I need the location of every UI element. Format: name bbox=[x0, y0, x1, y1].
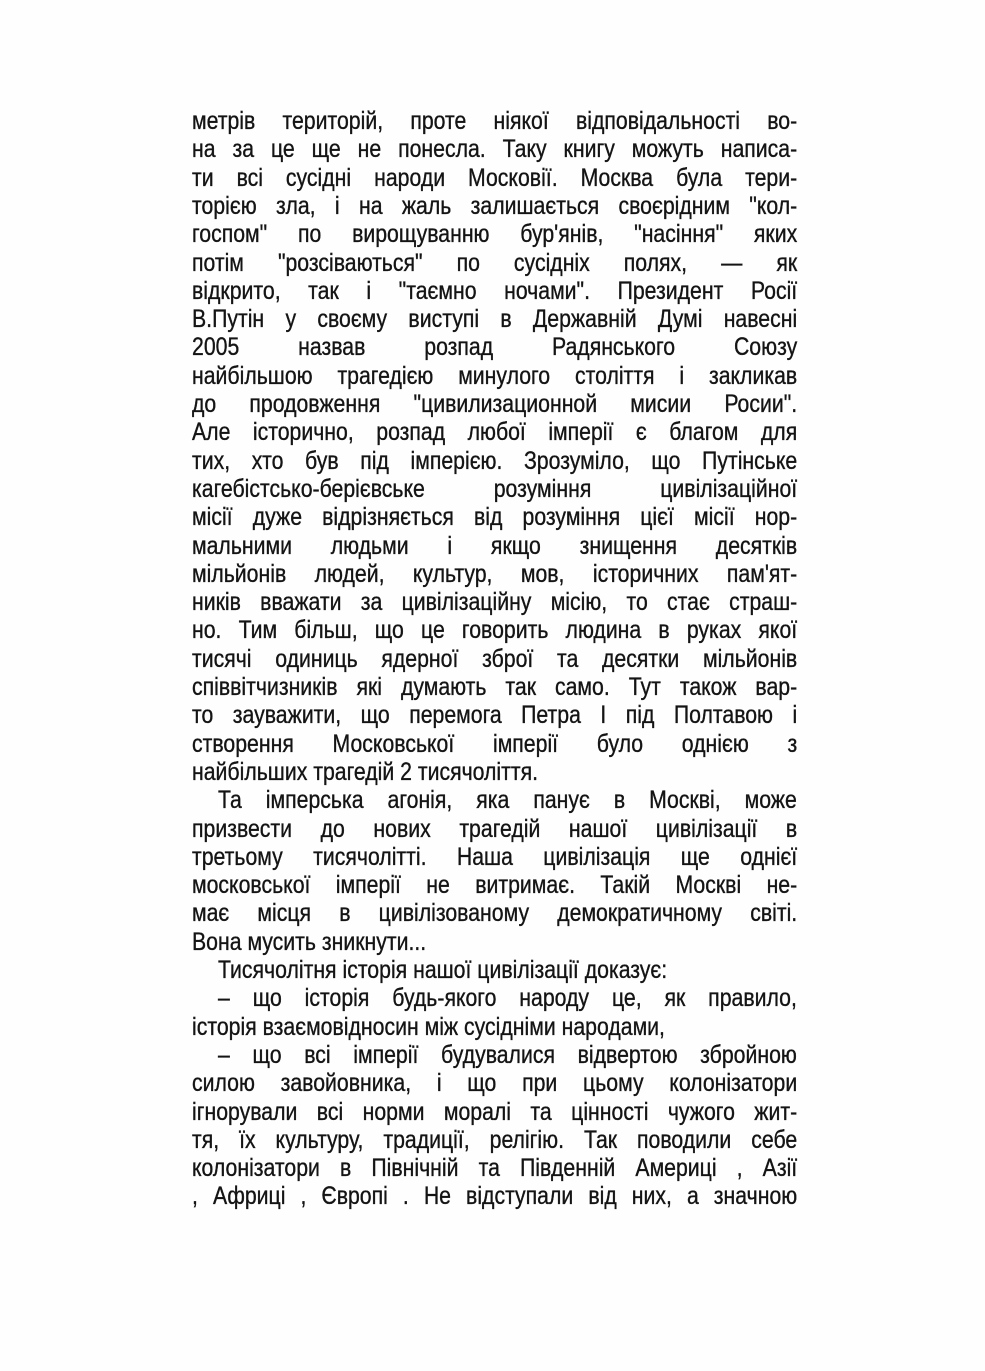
text-line: силою завойовника, і що при цьому колонізатори bbox=[192, 1069, 798, 1098]
text-line: співвітчизників які думають так само. Тут також вар- bbox=[192, 673, 798, 701]
text-line: кагебістсько-берієвське розуміння цивілізаційної bbox=[192, 474, 798, 503]
text-line: госпом" по вирощуванню бур'янів, "насіння" яких bbox=[192, 220, 798, 249]
text-line: історія взаємовідносин між сусідніми народами, bbox=[192, 1012, 665, 1041]
text-line: створення Московської імперії було однією з bbox=[192, 729, 798, 758]
text-line: Вона мусить зникнути... bbox=[192, 927, 427, 956]
text-line: Тисячолітня історія нашої цивілізації доказує: bbox=[218, 956, 668, 984]
text-line: тя, їх культуру, традиції, релігію. Так поводили себе bbox=[192, 1125, 798, 1154]
text-line: то зауважити, що перемога Петра І під Полтавою і bbox=[192, 701, 798, 730]
text-line: на за це ще не понесла. Таку книгу можуть написа- bbox=[192, 135, 798, 164]
text-line: метрів територій, проте ніякої відповідальності во- bbox=[192, 107, 798, 135]
text-line: призвести до нових трагедій нашої цивілізації в bbox=[192, 814, 798, 843]
text-line: місії дуже відрізняється від розуміння цієї місії нор- bbox=[192, 503, 798, 532]
text-line: колонізатори в Північній та Південній Америці , Азії bbox=[192, 1154, 798, 1183]
text-line: Та імперська агонія, яка панує в Москві, може bbox=[218, 786, 797, 815]
text-line: до продовження "цивилизационной мисии Росии". bbox=[192, 390, 798, 418]
text-line: – що всі імперії будувалися відвертою збройною bbox=[218, 1040, 797, 1069]
text-line: мальними людьми і якщо знищення десятків bbox=[192, 531, 798, 560]
text-line: В.Путін у своєму виступі в Державній Думі навесні bbox=[192, 305, 798, 334]
text-line: тих, хто був під імперією. Зрозуміло, що Путінське bbox=[192, 446, 798, 475]
text-line: Але історично, розпад любої імперії є благом для bbox=[192, 418, 798, 447]
text-line: , Африці , Європі . Не відступали від них, а значною bbox=[192, 1182, 798, 1211]
text-line: но. Тим більш, що це говорить людина в руках якої bbox=[192, 616, 798, 645]
text-line: московської імперії не витримає. Такій Москві не- bbox=[192, 871, 798, 900]
text-line: третьому тисячолітті. Наша цивілізація ще однієї bbox=[192, 842, 798, 871]
text-line: відкрито, так і "таємно ночами". Президент Росії bbox=[192, 276, 798, 305]
text-line: потім "розсіваються" по сусідніх полях, — як bbox=[192, 248, 798, 277]
text-line: найбільшою трагедією минулого століття і закликав bbox=[192, 361, 798, 390]
text-line: має місця в цивілізованому демократичному світі. bbox=[192, 899, 798, 928]
text-line: – що історія будь-якого народу це, як правило, bbox=[218, 984, 797, 1013]
text-line: 2005 назвав розпад Радянського Союзу bbox=[192, 333, 798, 362]
text-line: ти всі сусідні народи Московії. Москва була тери- bbox=[192, 163, 798, 192]
text-line: тисячі одиниць ядерної зброї та десятки мільйонів bbox=[192, 644, 798, 673]
text-line: торією зла, і на жаль залишається своєрідним "кол- bbox=[192, 191, 798, 220]
text-line: найбільших трагедій 2 тисячоліття. bbox=[192, 757, 539, 786]
text-line: мільйонів людей, культур, мов, історичних пам'ят- bbox=[192, 559, 798, 588]
text-line: ників вважати за цивілізаційну місію, то стає страш- bbox=[192, 588, 798, 617]
text-line: ігнорували всі норми моралі та цінності чужого жит- bbox=[192, 1097, 798, 1126]
